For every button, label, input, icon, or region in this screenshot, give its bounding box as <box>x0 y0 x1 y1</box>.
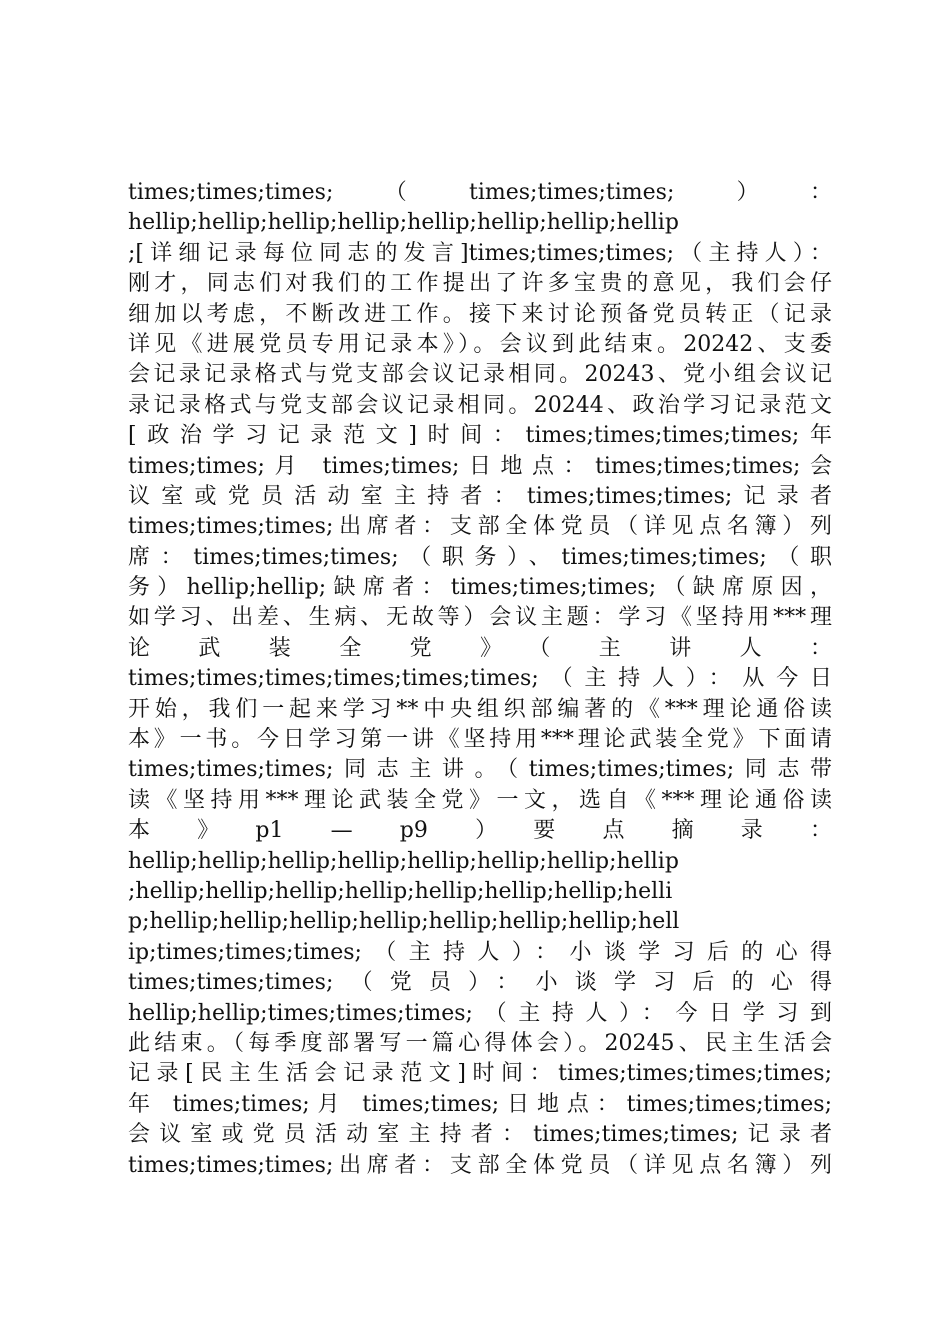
text-line: p;hellip;hellip;hellip;hellip;hellip;hellip;hellip;hell <box>128 909 680 935</box>
text-line: hellip;hellip;hellip;hellip;hellip;hellip;hellip;hellip <box>128 210 679 236</box>
text-line: times;times;月 times;times;日地点：times;times;times;会 <box>128 453 832 479</box>
text-line: 如学习、出差、生病、无故等）会议主题：学习《坚持用***理 <box>128 605 832 631</box>
text-line: times;times;times;（党员）：小谈学习后的心得 <box>128 970 832 996</box>
text-line: times;times;times;出席者：支部全体党员（详见点名簿）列 <box>128 514 832 540</box>
text-line: times;times;times;出席者：支部全体党员（详见点名簿）列 <box>128 1152 832 1178</box>
text-line: ;[详细记录每位同志的发言]times;times;times;（主持人）： <box>128 240 832 266</box>
text-line: hellip;hellip;times;times;times;（主持人）：今日学习到 <box>128 1000 832 1026</box>
text-line: 会记录记录格式与党支部会议记录相同。20243、党小组会议记 <box>128 362 832 388</box>
text-line: 议室或党员活动室主持者：times;times;times;记录者 <box>128 483 832 509</box>
text-line: 细加以考虑，不断改进工作。接下来讨论预备党员转正（记录 <box>128 301 832 327</box>
text-line: 本 》 p1 — p9 ） 要 点 摘 录 ： <box>128 818 832 844</box>
text-line: 读《坚持用***理论武装全党》一文，选自《***理论通俗读 <box>128 787 832 813</box>
text-line: times;times;times;同志主讲。（times;times;times;同志带 <box>128 757 832 783</box>
text-line: 论 武 装 全 党 》 （ 主 讲 人 ： <box>128 635 832 661</box>
text-line: 会议室或党员活动室主持者：times;times;times;记录者 <box>128 1122 832 1148</box>
text-line: ;hellip;hellip;hellip;hellip;hellip;hellip;hellip;helli <box>128 878 673 904</box>
text-line: hellip;hellip;hellip;hellip;hellip;hellip;hellip;hellip <box>128 848 679 874</box>
text-line: 录记录格式与党支部会议记录相同。20244、政治学习记录范文 <box>128 392 832 418</box>
text-line: 本》一书。今日学习第一讲《坚持用***理论武装全党》下面请 <box>128 727 832 753</box>
text-line: 详见《进展党员专用记录本》）。会议到此结束。20242、支委 <box>128 331 832 357</box>
text-line: 记录[民主生活会记录范文]时间：times;times;times;times; <box>128 1061 832 1087</box>
text-line: 开始，我们一起来学习**中央组织部编著的《***理论通俗读 <box>128 696 832 722</box>
text-line: ip;times;times;times;（主持人）：小谈学习后的心得 <box>128 939 832 965</box>
text-line: times;times;times;times;times;times;（主持人）：从今日 <box>128 666 832 692</box>
text-line: 刚才，同志们对我们的工作提出了许多宝贵的意见，我们会仔 <box>128 271 832 297</box>
text-line: 此结束。（每季度部署写一篇心得体会）。20245、民主生活会 <box>128 1030 832 1056</box>
text-line: 务）hellip;hellip;缺席者：times;times;times;（缺席原因， <box>128 575 832 601</box>
document-body <box>128 178 832 1181</box>
text-line: 席：times;times;times;（职务）、times;times;times;（职 <box>128 544 832 570</box>
text-line: times;times;times; （ times;times;times; ） ： <box>128 180 832 205</box>
text-line: [政治学习记录范文]时间：times;times;times;times;年 <box>128 423 832 449</box>
text-line: 年 times;times;月 times;times;日地点：times;times;times; <box>128 1091 832 1117</box>
